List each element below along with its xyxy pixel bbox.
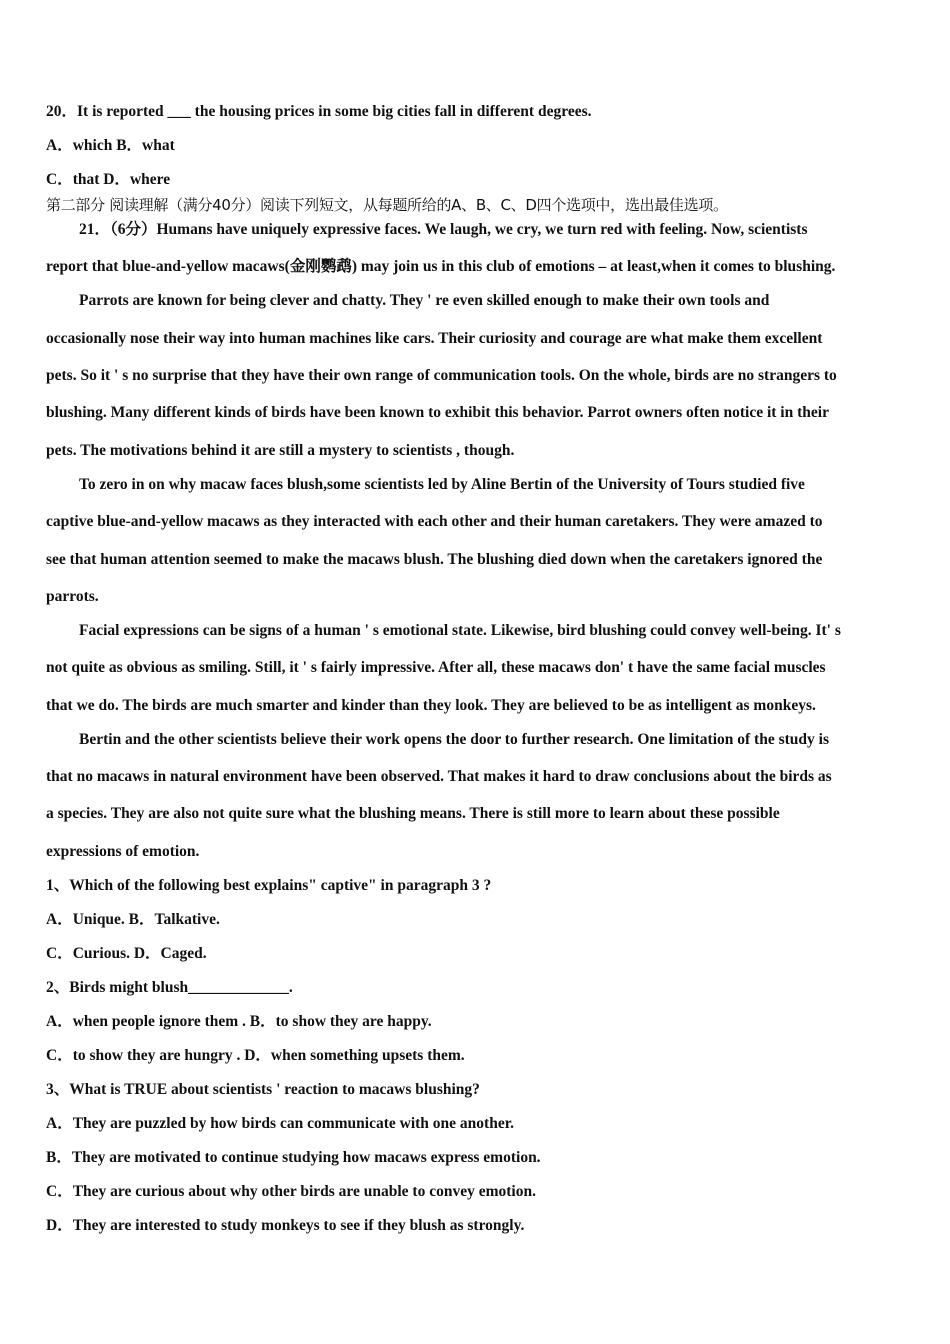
question-1-stem: 1、Which of the following best explains" captive" in paragraph 3 ? <box>46 877 492 894</box>
question-2-options-cd: C．to show they are hungry . D．when something upsets them. <box>46 1047 465 1064</box>
passage-line: pets. The motivations behind it are still a mystery to scientists , though. <box>46 442 515 459</box>
question-3-option-d: D．They are interested to study monkeys to see if they blush as strongly. <box>46 1217 525 1234</box>
question-3-option-a: A．They are puzzled by how birds can communicate with one another. <box>46 1115 515 1132</box>
question-3-option-c: C．They are curious about why other birds are unable to convey emotion. <box>46 1183 536 1200</box>
section2-heading: 第二部分 阅读理解（满分40分）阅读下列短文，从每题所给的A、B、C、D四个选项中，选出最佳选项。 <box>46 196 728 214</box>
passage-line: report that blue-and-yellow macaws(金刚鹦鹉) may join us in this club of emotions – at least,when it comes to blushing. <box>46 258 836 275</box>
passage-line: blushing. Many different kinds of birds have been known to exhibit this behavior. Parrot owners often notice it in their <box>46 404 829 421</box>
passage-line: see that human attention seemed to make the macaws blush. The blushing died down when the caretakers ignored the <box>46 551 823 568</box>
question-2-stem: 2、Birds might blush_____________. <box>46 979 293 996</box>
question-1-options-ab: A．Unique. B．Talkative. <box>46 911 220 928</box>
passage-line: parrots. <box>46 588 99 605</box>
passage-line: a species. They are also not quite sure what the blushing means. There is still more to learn about these possible <box>46 805 780 822</box>
passage-line: Parrots are known for being clever and chatty. They ' re even skilled enough to make their own tools and <box>79 292 770 309</box>
passage-line: Facial expressions can be signs of a human ' s emotional state. Likewise, bird blushing could convey well-being. It' s <box>79 622 841 639</box>
passage-line: that we do. The birds are much smarter and kinder than they look. They are believed to be as intelligent as monkeys. <box>46 697 816 714</box>
passage-line: not quite as obvious as smiling. Still, it ' s fairly impressive. After all, these macaws don' t have the same facial muscles <box>46 659 826 676</box>
q20-options-cd: C．that D．where <box>46 171 171 188</box>
passage-line: that no macaws in natural environment have been observed. That makes it hard to draw conclusions about the birds as <box>46 768 832 785</box>
question-1-options-cd: C．Curious. D．Caged. <box>46 945 207 962</box>
question-3-stem: 3、What is TRUE about scientists ' reaction to macaws blushing? <box>46 1081 480 1098</box>
question-2-options-ab: A．when people ignore them . B．to show they are happy. <box>46 1013 432 1030</box>
question-3-option-b: B．They are motivated to continue studying how macaws express emotion. <box>46 1149 541 1166</box>
passage-line: pets. So it ' s no surprise that they have their own range of communication tools. On the whole, birds are no strangers to <box>46 367 837 384</box>
passage-line: To zero in on why macaw faces blush,some scientists led by Aline Bertin of the University of Tours studied five <box>79 476 805 493</box>
passage-line: Bertin and the other scientists believe their work opens the door to further research. One limitation of the study is <box>79 731 829 748</box>
q20-stem: 20．It is reported ___ the housing prices in some big cities fall in different degrees. <box>46 103 592 120</box>
passage-line: occasionally nose their way into human machines like cars. Their curiosity and courage are what make them excellent <box>46 330 823 347</box>
q20-options-ab: A．which B．what <box>46 137 175 154</box>
passage-line: 21．（6分）Humans have uniquely expressive faces. We laugh, we cry, we turn red with feeling. Now, scientists <box>79 221 808 238</box>
passage-line: captive blue-and-yellow macaws as they interacted with each other and their human caretakers. They were amazed to <box>46 513 823 530</box>
passage-line: expressions of emotion. <box>46 843 200 860</box>
